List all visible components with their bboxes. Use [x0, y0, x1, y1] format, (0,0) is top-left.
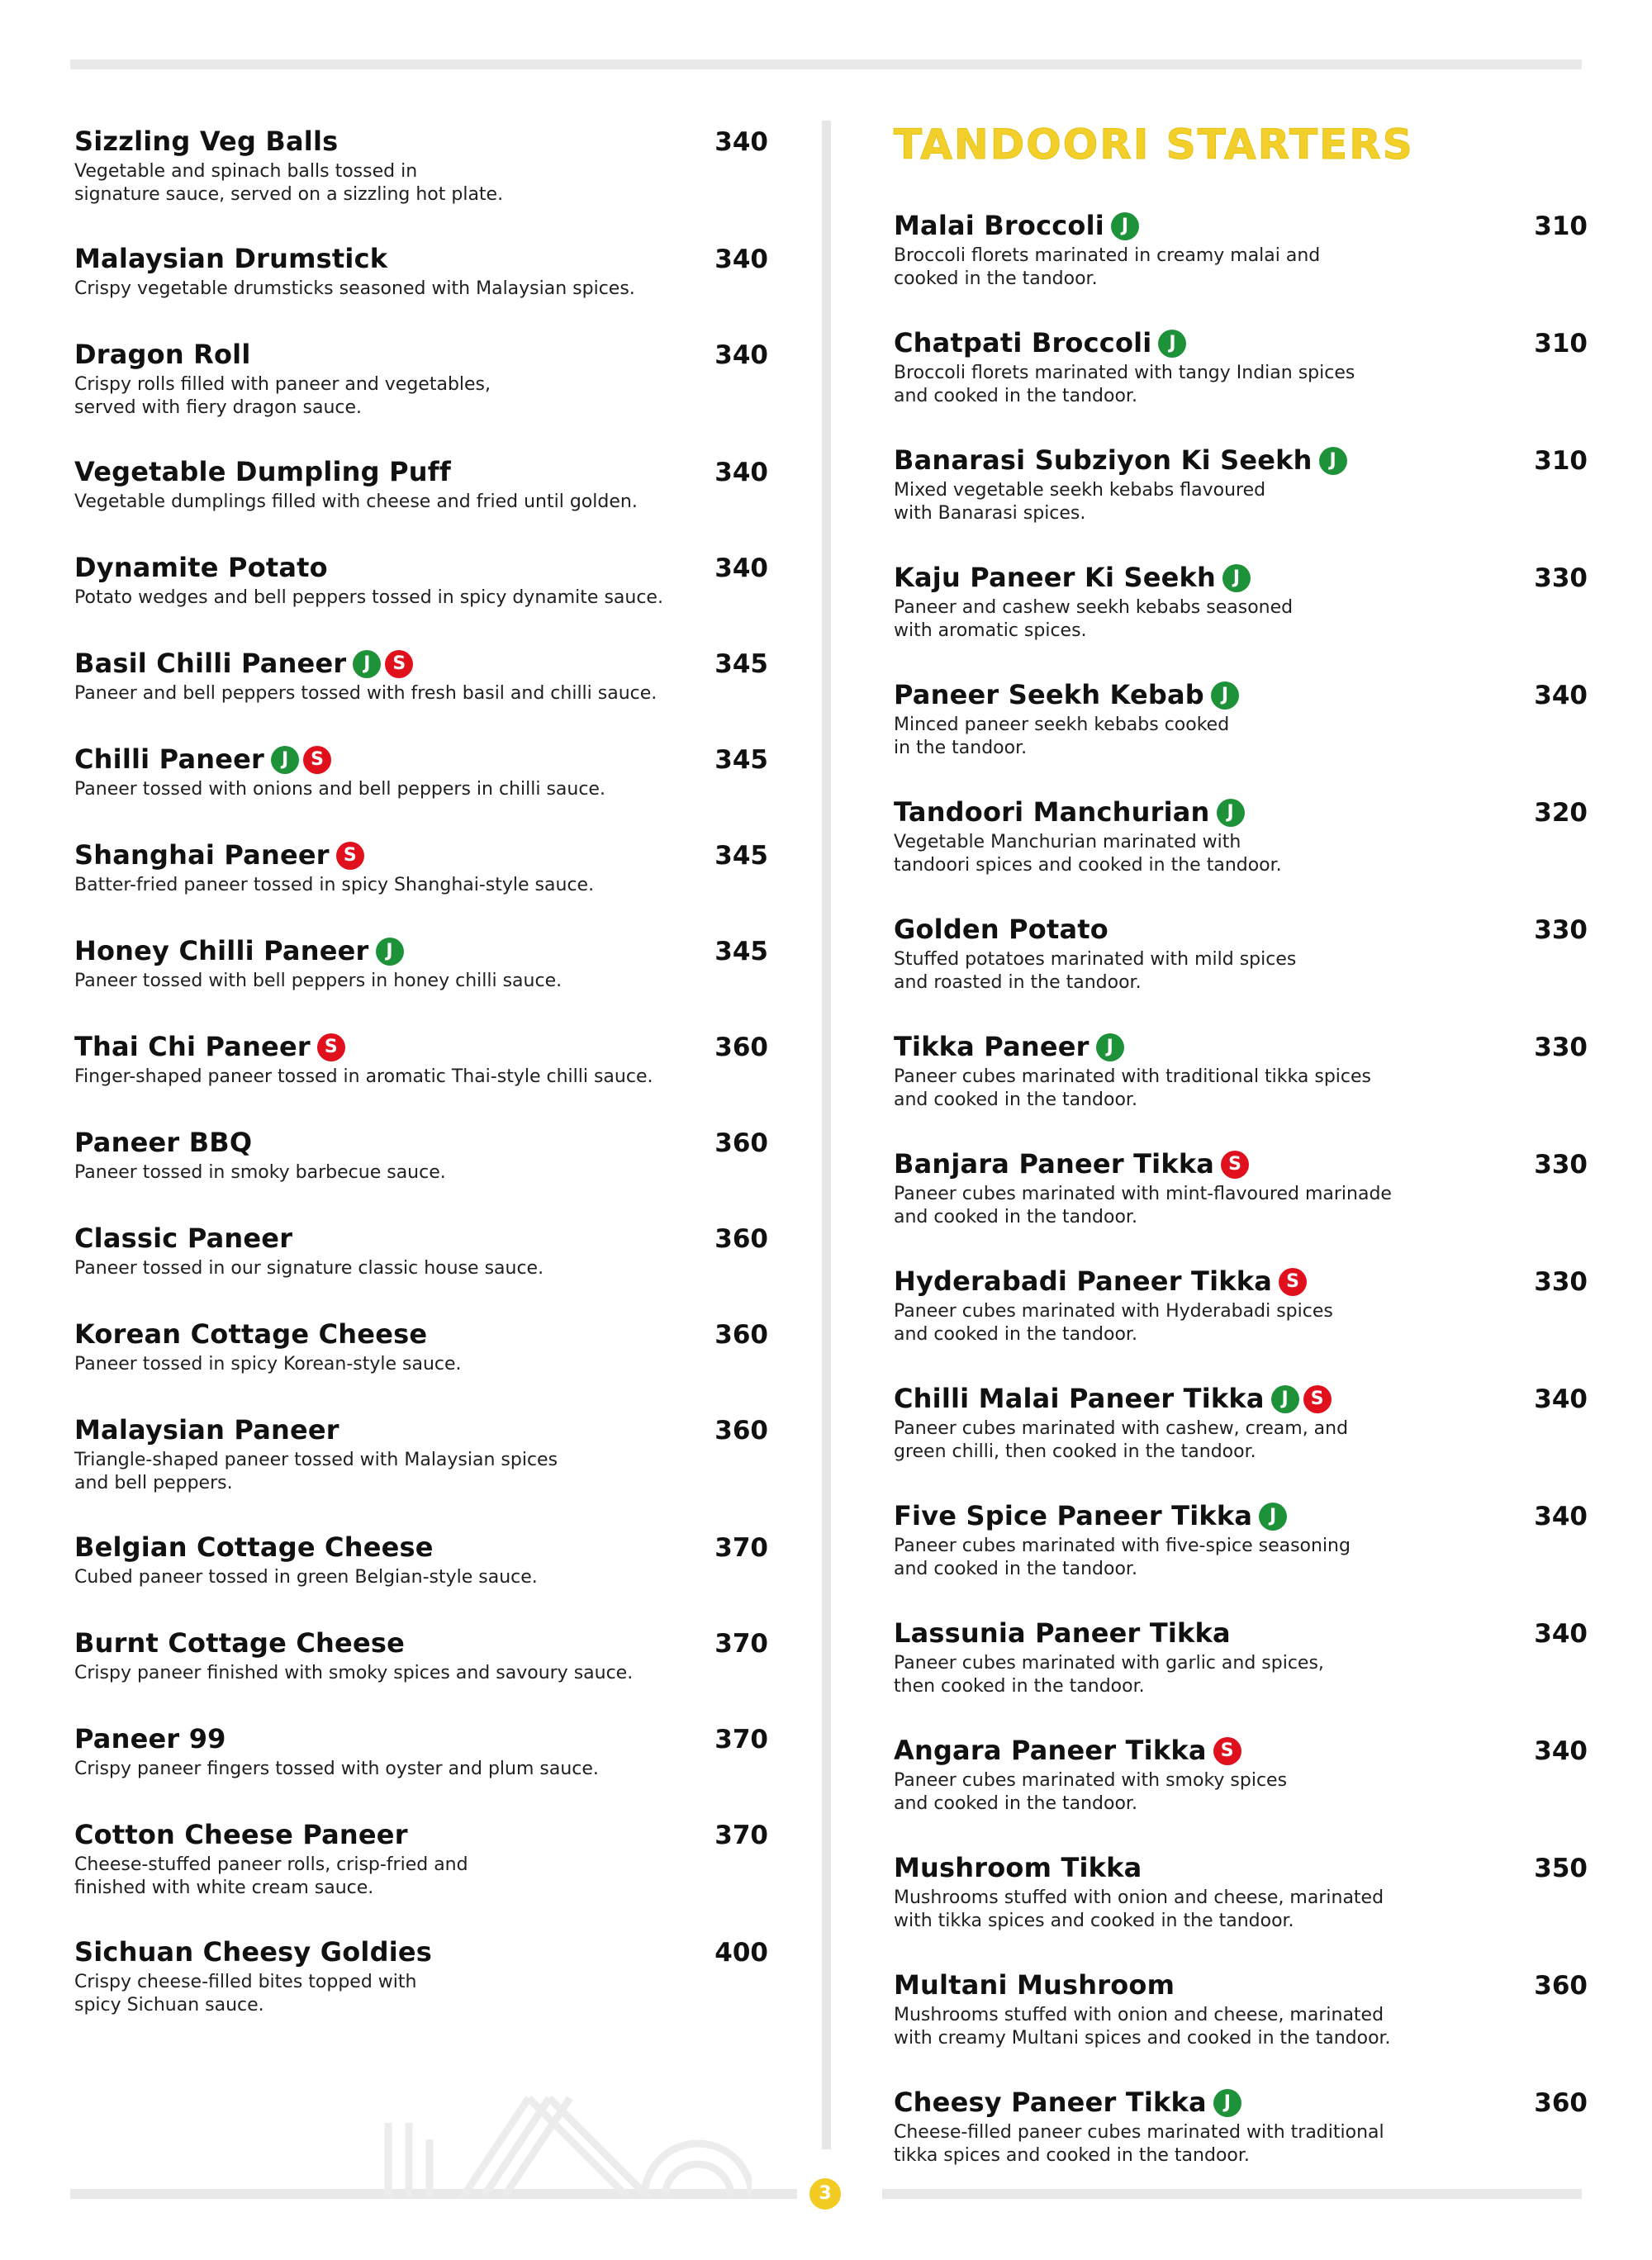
menu-item-name: Shanghai Paneer [74, 839, 330, 871]
spicy-badge-icon: S [1221, 1151, 1249, 1179]
menu-item-price: 340 [1534, 1736, 1588, 1766]
menu-item-price: 360 [1534, 2088, 1588, 2118]
menu-item [74, 1530, 768, 1589]
menu-item [74, 646, 768, 705]
menu-item-price: 360 [714, 1128, 768, 1158]
menu-item [894, 443, 1588, 525]
jain-badge-icon: J [1111, 212, 1139, 240]
section-title: TANDOORI STARTERS [894, 121, 1414, 169]
menu-item-name: Kaju Paneer Ki Seekh [894, 562, 1216, 593]
menu-item-description: Triangle-shaped paneer tossed with Malaysian spices and bell peppers. [74, 1450, 558, 1493]
menu-item-name: Chilli Malai Paneer Tikka [894, 1383, 1265, 1414]
menu-item-description: Paneer cubes marinated with Hyderabadi spices and cooked in the tandoor. [894, 1301, 1333, 1345]
spicy-badge-icon: S [385, 650, 413, 678]
menu-item [894, 560, 1588, 643]
menu-item-description: Crispy paneer fingers tossed with oyster and plum sauce. [74, 1759, 599, 1779]
menu-item-name: Belgian Cottage Cheese [74, 1531, 434, 1563]
jain-badge-icon: J [1319, 447, 1347, 475]
menu-item-name: Golden Potato [894, 914, 1108, 945]
spicy-badge-icon: S [317, 1033, 345, 1061]
menu-item-description: Paneer cubes marinated with garlic and spices, then cooked in the tandoor. [894, 1653, 1324, 1697]
jain-badge-icon: J [376, 938, 404, 966]
menu-item-description: Mushrooms stuffed with onion and cheese, marinated with creamy Multani spices and cooked in the tandoor. [894, 2005, 1391, 2049]
menu-item-name: Paneer Seekh Kebab [894, 679, 1204, 710]
menu-item [894, 677, 1588, 760]
menu-item-description: Crispy cheese-filled bites topped with spicy Sichuan sauce. [74, 1972, 417, 2015]
menu-item-description: Broccoli florets marinated with tangy Indian spices and cooked in the tandoor. [894, 363, 1355, 406]
menu-item [74, 1029, 768, 1089]
menu-item [894, 1968, 1588, 2050]
menu-item-price: 360 [714, 1033, 768, 1062]
menu-item-price: 340 [1534, 1619, 1588, 1649]
menu-item-price: 340 [714, 127, 768, 157]
menu-item-price: 330 [1534, 1150, 1588, 1180]
jain-badge-icon: J [1259, 1503, 1287, 1531]
menu-item [894, 1616, 1588, 1698]
menu-item-description: Paneer tossed with bell peppers in honey chilli sauce. [74, 971, 563, 991]
menu-item-name: Angara Paneer Tikka [894, 1735, 1207, 1766]
menu-item-name: Honey Chilli Paneer [74, 935, 369, 966]
menu-item-description: Paneer cubes marinated with cashew, cream, and green chilli, then cooked in the tandoor. [894, 1418, 1349, 1462]
jain-badge-icon: J [1217, 799, 1245, 827]
menu-item-price: 345 [714, 649, 768, 679]
menu-item-price: 370 [714, 1821, 768, 1850]
menu-item [894, 912, 1588, 995]
menu-item-description: Broccoli florets marinated in creamy malai and cooked in the tandoor. [894, 245, 1321, 289]
menu-item-name: Dynamite Potato [74, 552, 328, 583]
menu-item-price: 345 [714, 745, 768, 775]
menu-item-name: Chatpati Broccoli [894, 327, 1152, 358]
menu-item-name: Mushroom Tikka [894, 1852, 1142, 1883]
menu-item-description: Mixed vegetable seekh kebabs flavoured with Banarasi spices. [894, 480, 1266, 524]
jain-badge-icon: J [1222, 564, 1251, 592]
menu-item-name: Basil Chilli Paneer [74, 648, 347, 679]
spicy-badge-icon: S [336, 842, 364, 870]
menu-item [74, 337, 768, 420]
menu-item [894, 1850, 1588, 1933]
menu-item-name: Malaysian Paneer [74, 1414, 339, 1446]
jain-badge-icon: J [271, 746, 299, 774]
menu-item-price: 400 [714, 1938, 768, 1968]
menu-item-name: Malaysian Drumstick [74, 243, 388, 274]
menu-item [74, 1317, 768, 1376]
top-rule [70, 59, 1582, 69]
menu-item-name: Hyderabadi Paneer Tikka [894, 1265, 1272, 1297]
menu-item-description: Finger-shaped paneer tossed in aromatic Thai-style chilli sauce. [74, 1066, 653, 1087]
jain-badge-icon: J [1096, 1033, 1124, 1061]
menu-item-description: Batter-fried paneer tossed in spicy Shanghai-style sauce. [74, 875, 595, 895]
column-divider [822, 121, 831, 2149]
menu-item-price: 350 [1534, 1854, 1588, 1883]
menu-item-price: 340 [714, 553, 768, 583]
menu-item-price: 340 [714, 245, 768, 274]
menu-item-price: 330 [1534, 1033, 1588, 1062]
menu-item [74, 1626, 768, 1685]
menu-item [74, 1125, 768, 1185]
menu-item-price: 340 [1534, 1502, 1588, 1531]
bottom-rule-right [882, 2189, 1582, 2199]
spicy-badge-icon: S [1303, 1385, 1332, 1413]
menu-item-description: Paneer tossed in smoky barbecue sauce. [74, 1162, 446, 1183]
jain-badge-icon: J [1271, 1385, 1299, 1413]
menu-item-description: Paneer tossed with onions and bell peppers in chilli sauce. [74, 779, 605, 800]
menu-item-price: 340 [1534, 681, 1588, 710]
menu-item-name: Tikka Paneer [894, 1031, 1089, 1062]
menu-item-price: 330 [1534, 563, 1588, 593]
menu-item-description: Paneer tossed in our signature classic house sauce. [74, 1258, 544, 1279]
spicy-badge-icon: S [303, 746, 331, 774]
menu-item [894, 1381, 1588, 1464]
menu-item-price: 330 [1534, 915, 1588, 945]
menu-item-description: Crispy rolls filled with paneer and vegetables, served with fiery dragon sauce. [74, 374, 491, 418]
menu-item-description: Paneer cubes marinated with traditional tikka spices and cooked in the tandoor. [894, 1066, 1371, 1110]
menu-item-description: Stuffed potatoes marinated with mild spices and roasted in the tandoor. [894, 949, 1297, 993]
menu-item-description: Cheese-stuffed paneer rolls, crisp-fried and finished with white cream sauce. [74, 1854, 468, 1898]
menu-item-name: Korean Cottage Cheese [74, 1318, 428, 1350]
menu-item-description: Vegetable dumplings filled with cheese and fried until golden. [74, 491, 638, 512]
menu-item-description: Vegetable and spinach balls tossed in signature sauce, served on a sizzling hot plate. [74, 161, 504, 205]
menu-item-price: 370 [714, 1629, 768, 1659]
menu-item [74, 838, 768, 897]
menu-item [74, 1817, 768, 1900]
menu-item [74, 1412, 768, 1495]
menu-item-name: Banarasi Subziyon Ki Seekh [894, 444, 1313, 476]
menu-item-description: Crispy vegetable drumsticks seasoned with Malaysian spices. [74, 278, 635, 299]
jain-badge-icon: J [1211, 681, 1239, 710]
menu-item-name: Five Spice Paneer Tikka [894, 1500, 1253, 1531]
menu-item-description: Vegetable Manchurian marinated with tandoori spices and cooked in the tandoor. [894, 832, 1282, 876]
menu-item-price: 330 [1534, 1267, 1588, 1297]
menu-item-price: 360 [714, 1320, 768, 1350]
menu-item-description: Paneer cubes marinated with five-spice seasoning and cooked in the tandoor. [894, 1536, 1351, 1579]
menu-item [894, 795, 1588, 877]
spicy-badge-icon: S [1279, 1268, 1307, 1296]
menu-item [74, 1221, 768, 1280]
menu-item [894, 1147, 1588, 1229]
page-number: 3 [809, 2178, 841, 2210]
menu-item-name: Cotton Cheese Paneer [74, 1819, 408, 1850]
menu-item [894, 1029, 1588, 1112]
menu-item-name: Thai Chi Paneer [74, 1031, 311, 1062]
menu-item-description: Crispy paneer finished with smoky spices and savoury sauce. [74, 1663, 634, 1683]
menu-item [74, 933, 768, 993]
menu-item-price: 345 [714, 841, 768, 871]
menu-item-description: Mushrooms stuffed with onion and cheese, marinated with tikka spices and cooked in the tandoor. [894, 1887, 1384, 1931]
menu-item-description: Paneer cubes marinated with mint-flavoured marinade and cooked in the tandoor. [894, 1184, 1392, 1227]
menu-item-price: 360 [714, 1416, 768, 1446]
menu-item-description: Cheese-filled paneer cubes marinated with traditional tikka spices and cooked in the tandoor. [894, 2122, 1384, 2166]
menu-item [894, 208, 1588, 291]
menu-item-price: 360 [714, 1224, 768, 1254]
menu-item-price: 310 [1534, 211, 1588, 241]
menu-item-price: 310 [1534, 329, 1588, 358]
menu-item [74, 124, 768, 207]
menu-item-name: Paneer 99 [74, 1723, 226, 1754]
jain-badge-icon: J [353, 650, 381, 678]
menu-item-description: Potato wedges and bell peppers tossed in spicy dynamite sauce. [74, 587, 663, 608]
menu-item-name: Multani Mushroom [894, 1969, 1175, 2001]
menu-item [74, 550, 768, 610]
menu-item-name: Dragon Roll [74, 339, 251, 370]
menu-item-name: Paneer BBQ [74, 1127, 253, 1158]
menu-item-price: 340 [1534, 1384, 1588, 1414]
menu-item-price: 310 [1534, 446, 1588, 476]
menu-item-description: Paneer tossed in spicy Korean-style sauce. [74, 1354, 462, 1375]
jain-badge-icon: J [1158, 330, 1186, 358]
menu-item-name: Vegetable Dumpling Puff [74, 456, 451, 487]
menu-item [74, 1935, 768, 2017]
menu-item [74, 1721, 768, 1781]
menu-item [894, 1264, 1588, 1346]
menu-item [894, 2085, 1588, 2167]
menu-item-name: Sizzling Veg Balls [74, 126, 339, 157]
menu-item-description: Paneer and cashew seekh kebabs seasoned with aromatic spices. [894, 597, 1294, 641]
menu-item-name: Burnt Cottage Cheese [74, 1627, 405, 1659]
menu-item-price: 320 [1534, 798, 1588, 828]
menu-item-price: 340 [714, 340, 768, 370]
menu-item-name: Tandoori Manchurian [894, 796, 1210, 828]
menu-item [894, 325, 1588, 408]
menu-item-description: Cubed paneer tossed in green Belgian-style sauce. [74, 1567, 538, 1588]
menu-item-description: Paneer cubes marinated with smoky spices and cooked in the tandoor. [894, 1770, 1288, 1814]
decorative-line-art [363, 2082, 752, 2197]
menu-item [74, 241, 768, 301]
menu-item-name: Malai Broccoli [894, 210, 1104, 241]
menu-item-price: 360 [1534, 1971, 1588, 2001]
menu-item-name: Banjara Paneer Tikka [894, 1148, 1215, 1180]
menu-item-price: 340 [714, 458, 768, 487]
menu-item-price: 370 [714, 1533, 768, 1563]
menu-item-description: Minced paneer seekh kebabs cooked in the tandoor. [894, 715, 1230, 758]
menu-item-name: Classic Paneer [74, 1223, 293, 1254]
menu-item [894, 1498, 1588, 1581]
menu-item [74, 454, 768, 514]
jain-badge-icon: J [1213, 2089, 1241, 2117]
menu-item-price: 345 [714, 937, 768, 966]
menu-item-description: Paneer and bell peppers tossed with fresh basil and chilli sauce. [74, 683, 657, 704]
menu-item-name: Cheesy Paneer Tikka [894, 2087, 1207, 2118]
menu-item-name: Chilli Paneer [74, 743, 265, 775]
menu-item-price: 370 [714, 1725, 768, 1754]
spicy-badge-icon: S [1213, 1737, 1241, 1765]
menu-item [894, 1733, 1588, 1816]
menu-item-name: Lassunia Paneer Tikka [894, 1617, 1231, 1649]
menu-item [74, 742, 768, 801]
menu-item-name: Sichuan Cheesy Goldies [74, 1936, 433, 1968]
